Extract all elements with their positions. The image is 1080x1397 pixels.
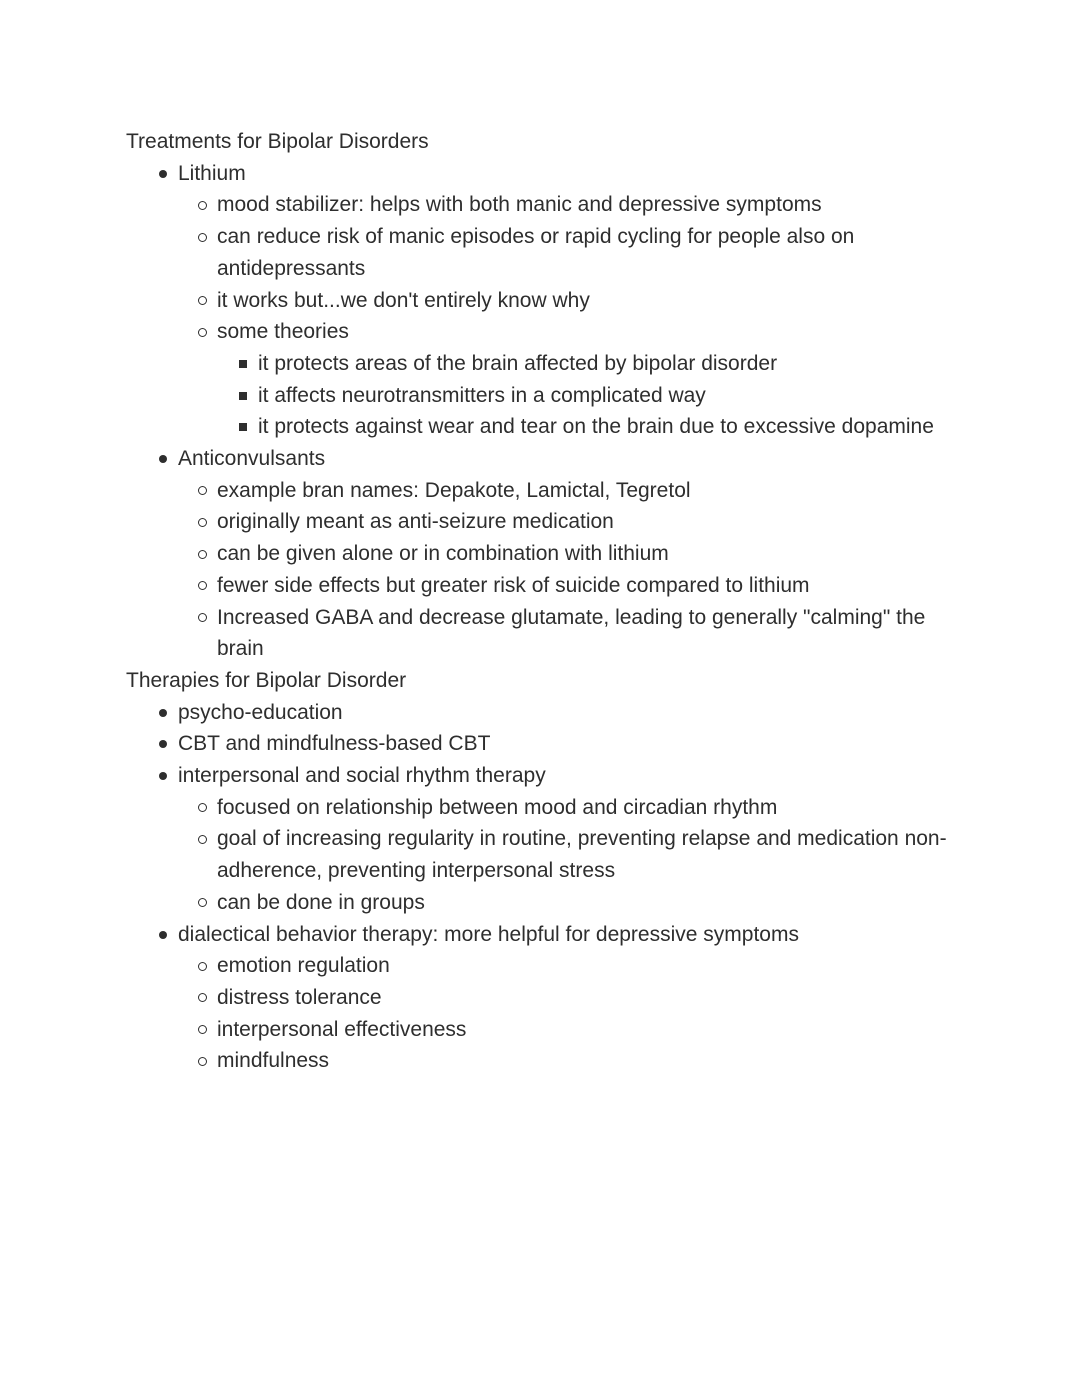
list-item	[126, 506, 971, 538]
list-item-text: it protects against wear and tear on the brain due to excessive dopamine	[258, 415, 934, 439]
bullet-circle-icon	[187, 823, 217, 844]
list-item-text: emotion regulation	[217, 954, 390, 978]
bullet-square-icon	[228, 348, 258, 368]
list-item-text: Anticonvulsants	[178, 447, 326, 471]
bullet-disc-icon	[148, 760, 178, 780]
list-item	[126, 823, 971, 886]
bullet-circle-icon	[187, 221, 217, 242]
list-item-text: mindfulness	[217, 1049, 330, 1073]
list-item	[126, 221, 971, 284]
list-item	[126, 982, 971, 1014]
list-item-text: it affects neurotransmitters in a complicated way	[258, 383, 706, 407]
list-item	[126, 1045, 971, 1077]
bullet-circle-icon	[187, 475, 217, 496]
list-item	[126, 728, 971, 760]
list-item-text: can be given alone or in combination with lithium	[217, 542, 669, 566]
list-item-text: fewer side effects but greater risk of suicide compared to lithium	[217, 573, 810, 597]
list-item-text: can reduce risk of manic episodes or rapid cycling for people also on antidepressants	[217, 225, 855, 280]
list-item-text: goal of increasing regularity in routine, preventing relapse and medication non-adherence, preventing interpersonal stress	[217, 827, 947, 883]
list-item-text: interpersonal effectiveness	[217, 1017, 467, 1041]
list-item-text: dialectical behavior therapy: more helpful for depressive symptoms	[178, 922, 799, 946]
list-item-text: it protects areas of the brain affected by bipolar disorder	[258, 351, 778, 375]
bullet-circle-icon	[187, 506, 217, 527]
bullet-disc-icon	[148, 443, 178, 463]
bullet-circle-icon	[187, 602, 217, 623]
list-item	[126, 887, 971, 919]
list-item-text: originally meant as anti-seizure medication	[217, 510, 614, 534]
bullet-circle-icon	[187, 792, 217, 813]
list-item	[126, 380, 971, 412]
list-item-text: mood stabilizer: helps with both manic and depressive symptoms	[217, 193, 822, 217]
bullet-disc-icon	[148, 697, 178, 717]
list-item	[126, 602, 971, 665]
list-item	[126, 348, 971, 380]
heading-text: Therapies for Bipolar Disorder	[126, 668, 407, 692]
list-item-text: psycho-education	[178, 700, 343, 724]
bullet-circle-icon	[187, 570, 217, 591]
list-item-text: some theories	[217, 320, 349, 344]
bullet-circle-icon	[187, 285, 217, 306]
list-item	[126, 919, 971, 951]
bullet-circle-icon	[187, 982, 217, 1003]
list-item-text: can be done in groups	[217, 890, 425, 914]
list-item-text: Lithium	[178, 161, 246, 185]
list-item	[126, 538, 971, 570]
list-item-text: interpersonal and social rhythm therapy	[178, 764, 546, 788]
list-item-text: CBT and mindfulness-based CBT	[178, 732, 491, 756]
list-item	[126, 316, 971, 348]
list-item	[126, 189, 971, 221]
list-item	[126, 792, 971, 824]
list-item	[126, 158, 971, 190]
list-item-text: focused on relationship between mood and circadian rhythm	[217, 795, 778, 819]
list-item-text: example bran names: Depakote, Lamictal, Tegretol	[217, 478, 691, 502]
list-item	[126, 760, 971, 792]
bullet-circle-icon	[187, 887, 217, 908]
list-item-text: Increased GABA and decrease glutamate, leading to generally "calming" the brain	[217, 605, 926, 661]
heading-text: Treatments for Bipolar Disorders	[126, 130, 429, 153]
bullet-circle-icon	[187, 950, 217, 971]
notes-outline	[126, 126, 971, 1077]
list-item-text: it works but...we don't entirely know why	[217, 288, 590, 312]
section-heading	[126, 665, 971, 697]
list-item	[126, 697, 971, 729]
bullet-disc-icon	[148, 728, 178, 748]
list-item	[126, 950, 971, 982]
bullet-circle-icon	[187, 316, 217, 337]
list-item	[126, 570, 971, 602]
bullet-circle-icon	[187, 1045, 217, 1066]
bullet-circle-icon	[187, 538, 217, 559]
bullet-square-icon	[228, 380, 258, 400]
list-item	[126, 285, 971, 317]
list-item	[126, 443, 971, 475]
list-item-text: distress tolerance	[217, 985, 382, 1009]
bullet-disc-icon	[148, 158, 178, 178]
bullet-square-icon	[228, 411, 258, 431]
bullet-circle-icon	[187, 189, 217, 210]
list-item	[126, 475, 971, 507]
list-item	[126, 411, 971, 443]
list-item	[126, 1014, 971, 1046]
bullet-circle-icon	[187, 1014, 217, 1035]
bullet-disc-icon	[148, 919, 178, 939]
section-heading	[126, 126, 971, 158]
